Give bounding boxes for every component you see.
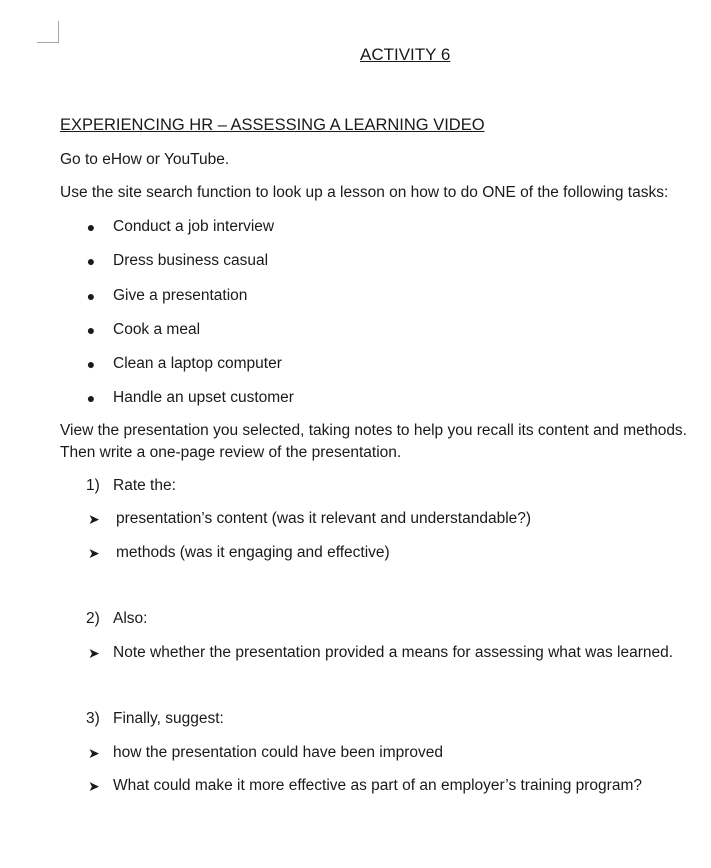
view-paragraph-line-2: Then write a one-page review of the presentation. [60, 444, 402, 461]
step-number: 3) [86, 710, 100, 727]
intro-line: Go to eHow or YouTube. [60, 151, 230, 168]
arrow-bullet-icon: ➤ [88, 778, 100, 794]
step-item: how the presentation could have been improved [113, 744, 444, 761]
list-item: Clean a laptop computer [113, 355, 282, 372]
step-item: presentation’s content (was it relevant and understandable?) [116, 510, 532, 527]
bullet-icon: ● [86, 356, 96, 372]
bullet-icon: ● [86, 253, 96, 269]
list-item: Conduct a job interview [113, 218, 275, 235]
section-heading: EXPERIENCING HR – ASSESSING A LEARNING VIDEO [60, 116, 485, 134]
step-item: Note whether the presentation provided a means for assessing what was learned. [113, 644, 674, 661]
step-number: 2) [86, 610, 100, 627]
list-item: Give a presentation [113, 287, 248, 304]
step-item: methods (was it engaging and effective) [116, 544, 390, 561]
page-corner-marker [37, 21, 59, 43]
arrow-bullet-icon: ➤ [88, 511, 100, 527]
step-label: Also: [113, 610, 148, 627]
step-label: Rate the: [113, 477, 176, 494]
bullet-icon: ● [86, 390, 96, 406]
arrow-bullet-icon: ➤ [88, 545, 100, 561]
bullet-icon: ● [86, 288, 96, 304]
step-number: 1) [86, 477, 100, 494]
list-item: Handle an upset customer [113, 389, 294, 406]
step-item: What could make it more effective as part of an employer’s training program? [113, 777, 642, 794]
activity-title: ACTIVITY 6 [360, 45, 451, 64]
instruction-line: Use the site search function to look up a lesson on how to do ONE of the following tasks: [60, 184, 669, 201]
arrow-bullet-icon: ➤ [88, 745, 100, 761]
view-paragraph-line-1: View the presentation you selected, taking notes to help you recall its content and methods. [60, 422, 687, 439]
bullet-icon: ● [86, 219, 96, 235]
list-item: Dress business casual [113, 252, 269, 269]
arrow-bullet-icon: ➤ [88, 645, 100, 661]
list-item: Cook a meal [113, 321, 201, 338]
step-label: Finally, suggest: [113, 710, 224, 727]
bullet-icon: ● [86, 322, 96, 338]
